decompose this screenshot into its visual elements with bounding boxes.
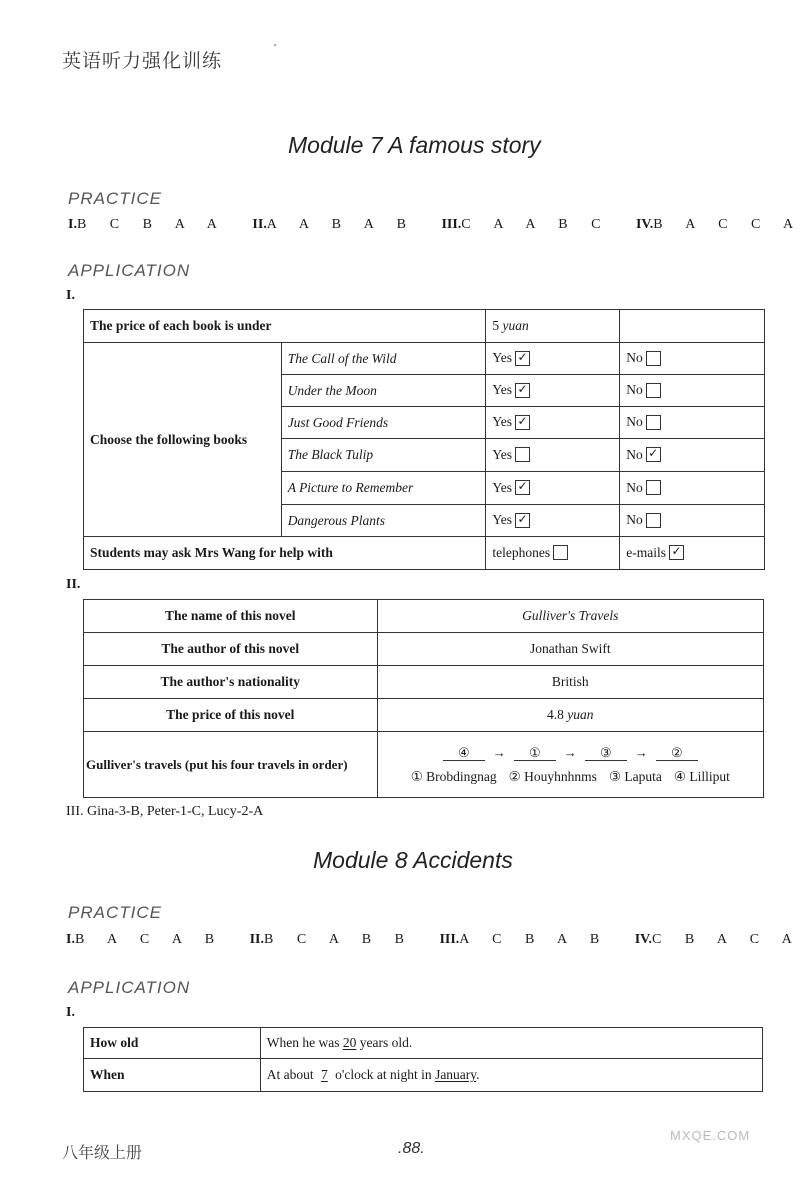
help-label: Students may ask Mrs Wang for help with xyxy=(84,537,486,570)
price-label: The price of each book is under xyxy=(84,310,486,343)
order-blank: ④ xyxy=(443,746,485,761)
choose-label: Choose the following books xyxy=(84,343,282,537)
accident-table xyxy=(83,1027,763,1092)
when-value: At about 7 o'clock at night in January. xyxy=(260,1059,762,1092)
module7-practice-heading: PRACTICE xyxy=(68,189,162,208)
no-option: No xyxy=(620,472,765,505)
book-title: Just Good Friends xyxy=(281,407,486,439)
how-old-label: How old xyxy=(84,1028,261,1059)
yes-option: Yes ✓ xyxy=(486,375,620,407)
books-table xyxy=(83,309,765,570)
row-label: The author's nationality xyxy=(84,666,378,699)
answer-group: I.B C B A A xyxy=(68,217,227,232)
answer-group: IV.C B A C A xyxy=(634,932,802,947)
no-checkbox[interactable] xyxy=(646,480,661,495)
order-blank: ② xyxy=(656,746,698,761)
book-title: 英语听力强化训练 xyxy=(62,50,223,72)
option: ③ Laputa xyxy=(608,768,662,784)
module8-title: Module 8 Accidents xyxy=(313,847,513,873)
yes-checkbox[interactable]: ✓ xyxy=(515,383,530,398)
watermark: MXQE.COM xyxy=(670,1128,751,1143)
emails-option: e-mails ✓ xyxy=(620,537,765,570)
book-title: The Black Tulip xyxy=(281,439,486,472)
module7-practice-answers xyxy=(68,217,811,233)
yes-checkbox[interactable] xyxy=(515,447,530,462)
part3-answers: III. Gina-3-B, Peter-1-C, Lucy-2-A xyxy=(66,804,264,819)
yes-option: Yes ✓ xyxy=(486,505,620,537)
answer-group: I.B A C A B xyxy=(66,932,225,947)
book-title: Under the Moon xyxy=(281,375,486,407)
no-option: No xyxy=(620,407,765,439)
order-blank: ③ xyxy=(585,746,627,761)
speck xyxy=(274,44,276,46)
module8-practice-heading: PRACTICE xyxy=(68,903,162,922)
telephones-option: telephones xyxy=(486,537,620,570)
answer-group: II.B C A B B xyxy=(249,932,414,947)
no-option: No xyxy=(620,505,765,537)
yes-checkbox[interactable]: ✓ xyxy=(515,480,530,495)
order-blank: ① xyxy=(514,746,556,761)
answer-group: IV.B A C C A xyxy=(635,217,804,232)
arrow-icon: → xyxy=(492,744,506,760)
no-option: No xyxy=(620,343,765,375)
travel-order xyxy=(384,745,757,761)
option: ① Brobdingnag xyxy=(410,768,497,784)
travels-label: Gulliver's travels (put his four travels in order) xyxy=(84,732,378,798)
book-title: The Call of the Wild xyxy=(281,343,486,375)
answer-group: III.C A A B C xyxy=(441,217,611,232)
emails-checkbox[interactable]: ✓ xyxy=(669,545,684,560)
yes-checkbox[interactable]: ✓ xyxy=(515,513,530,528)
part-label: I. xyxy=(66,288,75,303)
module7-application-heading: APPLICATION xyxy=(68,261,191,280)
yes-checkbox[interactable]: ✓ xyxy=(515,415,530,430)
yes-checkbox[interactable]: ✓ xyxy=(515,351,530,366)
part-label: I. xyxy=(66,1005,75,1020)
book-title: Dangerous Plants xyxy=(281,505,486,537)
page-number: .88. xyxy=(398,1140,425,1157)
price-label: The price of this novel xyxy=(84,699,378,732)
novel-table xyxy=(83,599,764,798)
arrow-icon: → xyxy=(563,744,577,760)
no-checkbox[interactable] xyxy=(646,351,661,366)
row-value: Gulliver's Travels xyxy=(377,600,763,633)
no-checkbox[interactable] xyxy=(646,415,661,430)
part-label: II. xyxy=(66,577,81,592)
no-option: No xyxy=(620,375,765,407)
row-label: The name of this novel xyxy=(84,600,378,633)
arrow-icon: → xyxy=(634,744,648,760)
yes-option: Yes ✓ xyxy=(486,343,620,375)
module7-title: Module 7 A famous story xyxy=(288,132,541,158)
yes-option: Yes xyxy=(486,439,620,472)
module8-practice-answers xyxy=(66,932,811,948)
book-title: A Picture to Remember xyxy=(281,472,486,505)
price-value: 5 yuan xyxy=(486,310,620,343)
grade-label: 八年级上册 xyxy=(62,1143,143,1162)
telephones-checkbox[interactable] xyxy=(553,545,568,560)
how-old-value: When he was 20 years old. xyxy=(260,1028,762,1059)
answer-group: II.A A B A B xyxy=(252,217,416,232)
no-checkbox[interactable] xyxy=(646,383,661,398)
row-value: Jonathan Swift xyxy=(377,633,763,666)
option: ④ Lilliput xyxy=(673,768,730,784)
module8-application-heading: APPLICATION xyxy=(68,978,191,997)
row-value: British xyxy=(377,666,763,699)
when-label: When xyxy=(84,1059,261,1092)
row-label: The author of this novel xyxy=(84,633,378,666)
yes-option: Yes ✓ xyxy=(486,407,620,439)
no-checkbox[interactable]: ✓ xyxy=(646,447,661,462)
price-value: 4.8 yuan xyxy=(377,699,763,732)
no-checkbox[interactable] xyxy=(646,513,661,528)
answer-group: III.A C B A B xyxy=(439,932,610,947)
travel-options xyxy=(384,769,757,785)
option: ② Houyhnhnms xyxy=(508,768,597,784)
travels-answer xyxy=(377,732,763,798)
yes-option: Yes ✓ xyxy=(486,472,620,505)
no-option: No ✓ xyxy=(620,439,765,472)
